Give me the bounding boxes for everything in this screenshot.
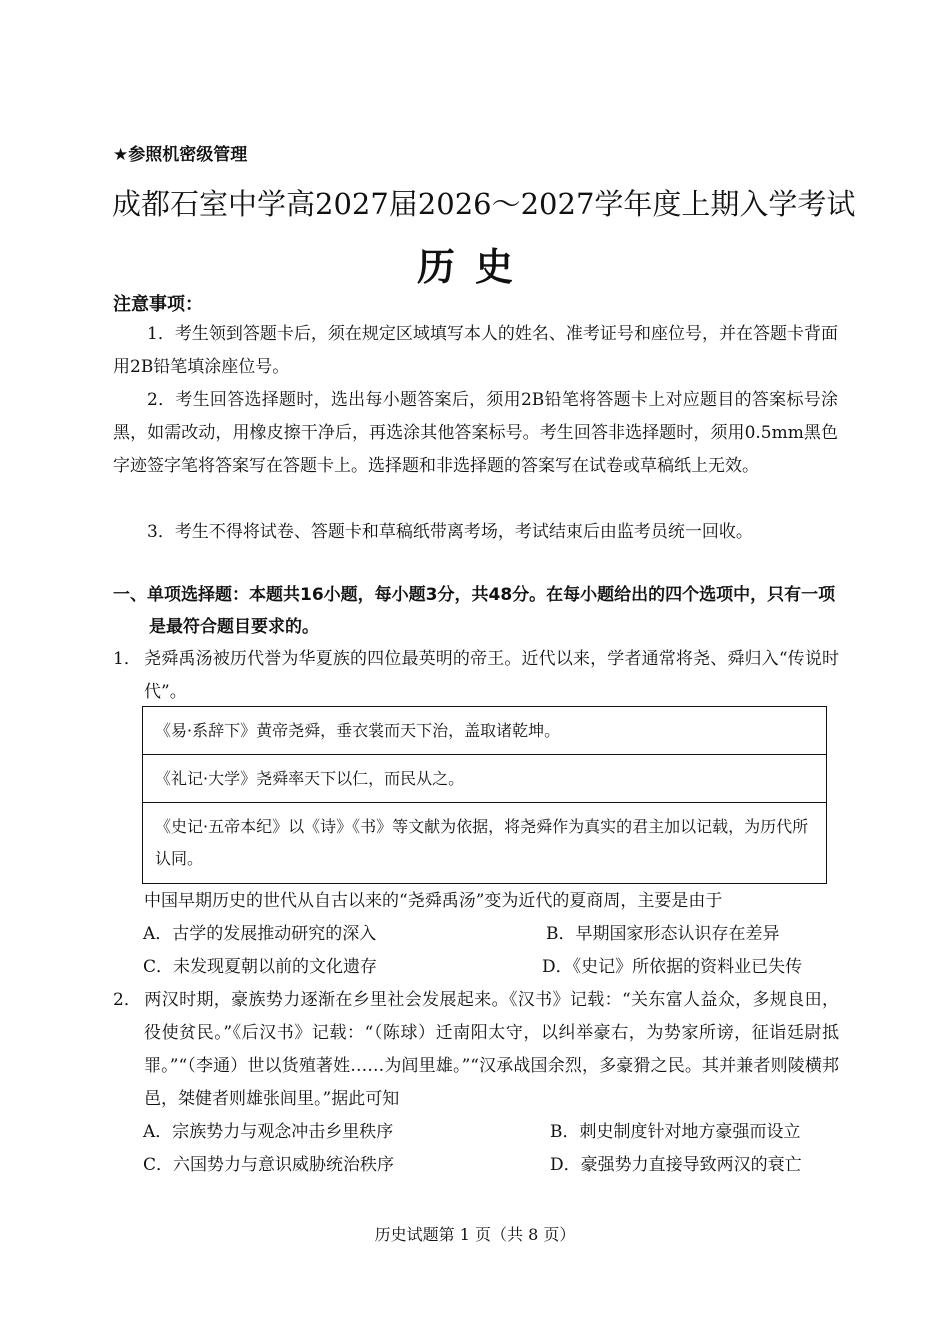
question-text: 两汉时期，豪族势力逐渐在乡里社会发展起来。《汉书》记载：“关东富人益众，多规良田，役使贫民。”《后汉书》记载：“（陈球）迁南阳太守，以纠举豪右，为势家所谤，征诣廷尉抵罪。”“（李通）世以货殖著姓……为闾里雄。”“汉承战国余烈，多豪猾之民。其并兼者则陵横邦邑，桀健者则雄张闾里。”据此可知 (144, 990, 839, 1109)
notice-item-2: 2．考生回答选择题时，选出每小题答案后，须用2B铅笔将答题卡上对应题目的答案标号涂黑，如需改动，用橡皮擦干净后，再选涂其他答案标号。考生回答非选择题时，须用0.5mm黑色字迹签字笔将答案写在答题卡上。选择题和非选择题的答案写在试卷或草稿纸上无效。 (113, 390, 838, 476)
option-c: C．未发现夏朝以前的文化遗存 (143, 957, 378, 977)
notice-item-3: 3．考生不得将试卷、答题卡和草稿纸带离考场，考试结束后由监考员统一回收。 (147, 522, 753, 542)
page-footer: 历史试题第 1 页（共 8 页） (374, 1225, 576, 1244)
notice-item-1: 1．考生领到答题卡后，须在规定区域填写本人的姓名、准考证号和座位号，并在答题卡背面用2B铅笔填涂座位号。 (113, 324, 838, 377)
secret-level-mark: ★参照机密级管理 (113, 145, 248, 165)
option-d: D．《史记》所依据的资料业已失传 (542, 957, 803, 977)
table-row: 《礼记·大学》尧舜率天下以仁，而民从之。 (143, 755, 826, 803)
question-number: 2． (113, 990, 141, 1010)
option-d: D．豪强势力直接导致两汉的衰亡 (550, 1155, 802, 1175)
question-number: 1． (113, 649, 141, 669)
option-a: A．古学的发展推动研究的深入 (143, 924, 377, 944)
question-1 (113, 643, 839, 709)
notice-heading: 注意事项： (113, 294, 203, 315)
option-a: A．宗族势力与观念冲击乡里秩序 (143, 1122, 394, 1142)
section-1-heading: 一、单项选择题：本题共16小题，每小题3分，共48分。在每小题给出的四个选项中，只有一项是最符合题目要求的。 (113, 585, 836, 637)
source-table (142, 706, 827, 884)
question-text: 尧舜禹汤被历代誉为华夏族的四位最英明的帝王。近代以来，学者通常将尧、舜归入“传说时代”。 (144, 649, 839, 702)
table-row: 《史记·五帝本纪》以《诗》《书》等文献为依据，将尧舜作为真实的君主加以记载，为历代所认同。 (155, 817, 809, 868)
option-c: C．六国势力与意识威胁统治秩序 (143, 1155, 395, 1175)
table-row: 《易·系辞下》黄帝尧舜，垂衣裳而天下治，盖取诸乾坤。 (143, 707, 826, 755)
subject-title: 历史 (416, 245, 533, 289)
exam-title: 成都石室中学高2027届2026～2027学年度上期入学考试 (112, 187, 856, 221)
question-2 (113, 984, 839, 1116)
option-b: B．早期国家形态认识存在差异 (546, 924, 780, 944)
question-stem: 中国早期历史的世代从自古以来的“尧舜禹汤”变为近代的夏商周，主要是由于 (144, 891, 723, 911)
option-b: B．刺史制度针对地方豪强而设立 (550, 1122, 801, 1142)
